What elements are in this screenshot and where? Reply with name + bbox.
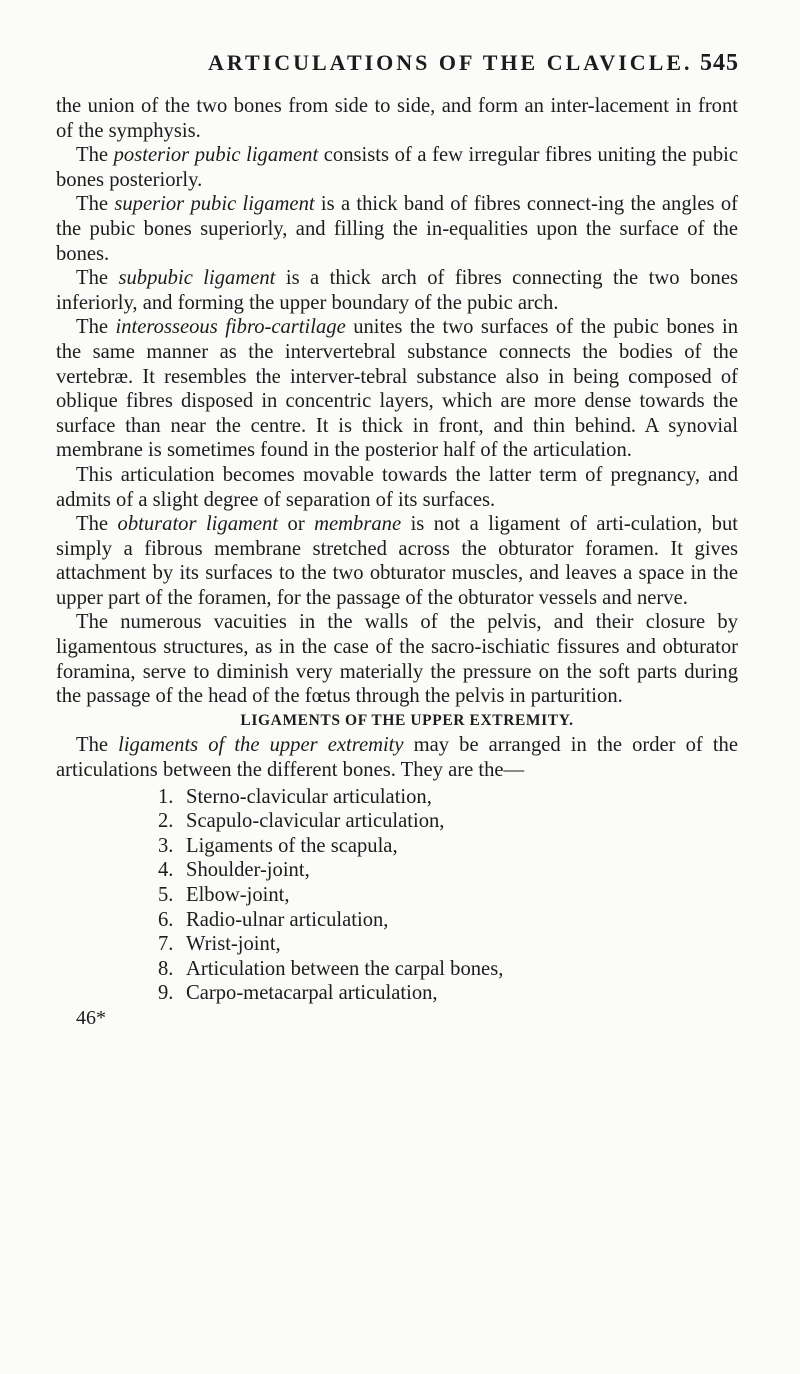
paragraph-lead: The bbox=[76, 144, 114, 167]
list-item-number: 5. bbox=[158, 884, 174, 906]
page-body bbox=[56, 94, 738, 1031]
paragraph-pregnancy: This articulation becomes movable towards the latter term of pregnancy, and admits of a slight degree of separation of its surfaces. bbox=[56, 463, 738, 511]
running-head bbox=[0, 50, 800, 80]
list-item-text: Sterno-clavicular articulation, bbox=[186, 785, 432, 808]
paragraph-continuation: the union of the two bones from side to side, and form an inter-lacement in front of the symphysis. bbox=[56, 95, 738, 142]
paragraph-lead: The bbox=[76, 193, 115, 216]
list-item-text: Ligaments of the scapula, bbox=[186, 834, 398, 857]
term-subpubic-ligament: subpubic ligament bbox=[118, 267, 276, 290]
running-head-title: ARTICULATIONS OF THE CLAVICLE. bbox=[208, 50, 693, 75]
list-item-number: 3. bbox=[158, 834, 174, 857]
list-item-text: Shoulder-joint, bbox=[186, 859, 310, 882]
list-item bbox=[158, 883, 738, 908]
signature-mark: 46* bbox=[76, 1006, 106, 1029]
term-membrane: membrane bbox=[314, 513, 402, 536]
list-item-text: Scapulo-clavicular articulation, bbox=[186, 810, 445, 833]
paragraph-pelvis-vacuities: The numerous vacuities in the walls of the pelvis, and their closure by ligamentous structures, as in the case of the sacro-ischiatic fissures and obturator foramina, serve to diminish very materially the pressure on the soft parts during the passage of the head of the fœtus through the pelvis in parturition. bbox=[56, 611, 738, 708]
paragraph-text: is a thick band of fibres connect-ing the angles of the pubic bones superiorly, and filling the in-equalities upon the surface of the bones. bbox=[56, 193, 738, 265]
list-item-number: 9. bbox=[158, 982, 174, 1005]
articulation-list bbox=[56, 785, 738, 1006]
paragraph-text: unites the two surfaces of the pubic bones in the same manner as the intervertebral substance connects the bodies of the vertebræ. It resembles the interver-tebral substance also in being composed of oblique fibres disposed in concentric layers, which are more dense towards the surface than near the centre. It is thick in front, and thin behind. A synovial membrane is sometimes found in the posterior half of the articulation. bbox=[56, 316, 738, 462]
list-item bbox=[158, 785, 738, 810]
section-heading: LIGAMENTS OF THE UPPER EXTREMITY. bbox=[240, 711, 574, 729]
term-superior-pubic-ligament: superior pubic ligament bbox=[114, 193, 315, 216]
list-item bbox=[158, 981, 738, 1006]
list-item-text: Radio-ulnar articulation, bbox=[186, 908, 389, 931]
page-number: 545 bbox=[700, 50, 739, 76]
paragraph-text: may be arranged in the order of the articulations between the different bones. They are the— bbox=[56, 734, 738, 782]
list-item-text: Elbow-joint, bbox=[186, 884, 290, 906]
paragraph-text: is a thick arch of fibres connecting the two bones inferiorly, and forming the upper boundary of the pubic arch. bbox=[56, 267, 739, 314]
list-item-text: Carpo-metacarpal articulation, bbox=[186, 982, 438, 1005]
list-item bbox=[158, 908, 738, 933]
term-posterior-pubic-ligament: posterior pubic ligament bbox=[113, 144, 319, 167]
term-interosseous-fibro-cartilage: interosseous fibro-cartilage bbox=[115, 316, 346, 339]
list-item bbox=[158, 809, 738, 834]
list-item-number: 6. bbox=[158, 908, 174, 931]
paragraph-lead: The bbox=[76, 734, 119, 757]
list-item-number: 7. bbox=[158, 933, 174, 956]
list-item-number: 4. bbox=[158, 859, 174, 882]
list-item-number: 2. bbox=[158, 810, 174, 833]
list-item bbox=[158, 957, 738, 982]
paragraph-upper-extremity-intro bbox=[56, 733, 738, 782]
term-ligaments-upper-extremity: ligaments of the upper extremity bbox=[118, 734, 404, 757]
paragraph-subpubic-ligament bbox=[56, 266, 738, 315]
list-item-number: 1. bbox=[158, 785, 174, 808]
list-item-text: Wrist-joint, bbox=[186, 933, 281, 956]
list-item bbox=[158, 858, 738, 883]
list-item bbox=[158, 834, 738, 859]
paragraph-interosseous-fibro-cartilage bbox=[56, 315, 738, 463]
paragraph-posterior-pubic-ligament bbox=[56, 143, 738, 192]
list-item-number: 8. bbox=[158, 957, 174, 980]
paragraph-lead: The bbox=[76, 267, 119, 290]
paragraph-lead: The bbox=[76, 316, 116, 339]
paragraph-superior-pubic-ligament bbox=[56, 192, 738, 266]
paragraph-text: consists of a few irregular fibres uniting the pubic bones posteriorly. bbox=[56, 144, 738, 191]
list-item-text: Articulation between the carpal bones, bbox=[186, 957, 504, 980]
list-item bbox=[158, 932, 738, 957]
term-obturator-ligament: obturator ligament bbox=[117, 513, 279, 536]
paragraph-obturator-ligament bbox=[56, 512, 738, 610]
paragraph-text: is not a ligament of arti-culation, but simply a fibrous membrane stretched across the obturator foramen. It gives attachment by its surfaces to the two obturator muscles, and leaves a space in the upper part of the foramen, for the passage of the obturator vessels and nerve. bbox=[56, 513, 738, 609]
paragraph-text: or bbox=[278, 513, 315, 536]
paragraph-lead: The bbox=[76, 513, 118, 536]
